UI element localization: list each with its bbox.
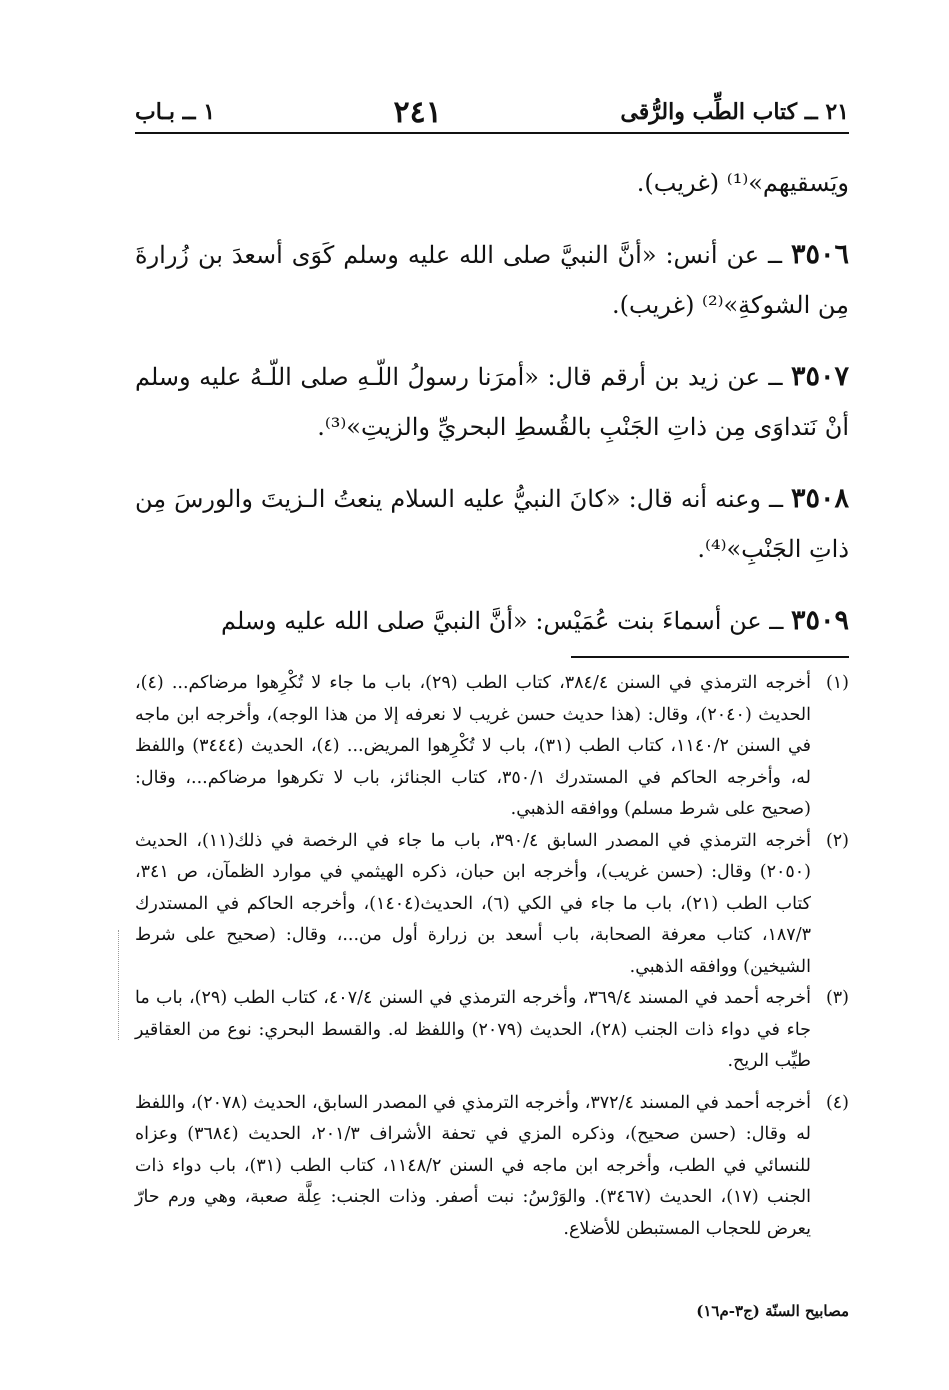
footnote-2 [135,826,849,984]
hadith-3508: ٣٥٠٨ ــ وعنه أنه قال: «كانَ النبيُّ عليه السلام ينعتُ الـزيتَ والورسَ مِن ذاتِ الجَنْبِ»⁽⁴⁾. [135,483,849,563]
footnote-number: (٢) [825,830,849,851]
hadith-number: ٣٥٠٧ [790,361,849,392]
chapter-label: ١ ــ بـاب [135,99,216,125]
footnote-number: (٣) [825,988,849,1008]
hadith-number: ٣٥٠٩ [790,605,849,636]
footnote-4 [135,1088,849,1246]
margin-mark [118,930,119,1040]
footnotes [135,668,849,1245]
footnote-text: أخرجه أحمد في المسند ٣٦٩/٤، وأخرجه الترمذي في السنن ٤٠٧/٤، كتاب الطب (٢٩)، باب ما جاء في دواء ذات الجنب (٢٨)، الحديث (٢٠٧٩) واللفظ له. والقسط البحري: نوع من العقاقير طيِّب الريح. [135,988,811,1071]
running-header [135,92,849,134]
hadith-3507: ٣٥٠٧ ــ عن زيد بن أرقم قال: «أمرَنا رسولُ اللّـهِ صلى اللّـهُ عليه وسلم أنْ نَتداوَى مِن ذاتِ الجَنْبِ بالقُسطِ البحريِّ والزيتِ»⁽³⁾. [135,361,849,441]
hadith-3506: ٣٥٠٦ ــ عن أنس: «أنَّ النبيَّ صلى الله عليه وسلم كَوَى أسعدَ بن زُرارةَ مِن الشوكةِ»⁽²⁾ (غريب). [135,239,849,319]
footnote-number: (٤) [825,1092,849,1113]
signature-mark: مصابيح السنّة (ج٣-م١٦) [696,1302,849,1320]
footnote-1 [135,668,849,826]
main-text [135,158,849,668]
footnote-text: أخرجه أحمد في المسند ٣٧٢/٤، وأخرجه الترمذي في المصدر السابق، الحديث (٢٠٧٨)، واللفظ له وقال: (حسن صحيح)، وذكره المزي في تحفة الأشراف ٢٠١/٣، الحديث (٣٦٨٤) وعزاه للنسائي في الطب، وأخرجه ابن ماجه في السنن ١١٤٨/٢، كتاب الطب (٣١)، باب دواء ذات الجنب (١٧)، الحديث (٣٤٦٧). والوَرْسُ: نبت أصفر. وذات الجنب: عِلَّة صعبة، وهي ورم حارّ يعرض للحجاب المستبطن للأضلاع. [135,1092,811,1239]
book-title: ٢١ ــ كتاب الطِّب والرُّقى [620,99,849,125]
footnote-3 [135,983,849,1078]
footnote-divider [571,656,849,658]
footnote-text: أخرجه الترمذي في السنن ٣٨٤/٤، كتاب الطب (٢٩)، باب ما جاء لا تُكْرِهوا مرضاكم... (٤)، الحديث (٢٠٤٠)، وقال: (هذا حديث حسن غريب لا نعرفه إلا من هذا الوجه)، وأخرجه ابن ماجه في السنن ١١٤٠/٢، كتاب الطب (٣١)، باب لا تُكْرِهوا المريض... (٤)، الحديث (٣٤٤٤) واللفظ له، وأخرجه الحاكم في المستدرك ٣٥٠/١، كتاب الجنائز، باب لا تكرهوا مرضاكم...، وقال: (صحيح على شرط مسلم) ووافقه الذهبي. [135,673,811,819]
hadith-number: ٣٥٠٦ [790,239,849,270]
paragraph: ويَسقيهم»⁽¹⁾ (غريب). [636,169,849,197]
hadith-3509: ٣٥٠٩ ــ عن أسماءَ بنت عُمَيْس: «أنَّ النبيَّ صلى الله عليه وسلم [220,605,849,636]
hadith-number: ٣٥٠٨ [790,483,849,514]
page-number: ٢٤١ [393,94,442,130]
footnote-text: أخرجه الترمذي في المصدر السابق ٣٩٠/٤، باب ما جاء في الرخصة في ذلك(١١)، الحديث (٢٠٥٠) وقال: (حسن غريب)، وأخرجه ابن حبان، ذكره الهيثمي في موارد الظمآن، ص ٣٤١، كتاب الطب (٢١)، باب ما جاء في الكي (٦)، الحديث(١٤٠٤)، وأخرجه الحاكم في المستدرك ١٨٧/٣، كتاب معرفة الصحابة، باب أسعد بن زرارة أول من...، وقال: (صحيح على شرط الشيخين) ووافقه الذهبي. [135,830,812,977]
footnote-number: (١) [825,673,849,693]
